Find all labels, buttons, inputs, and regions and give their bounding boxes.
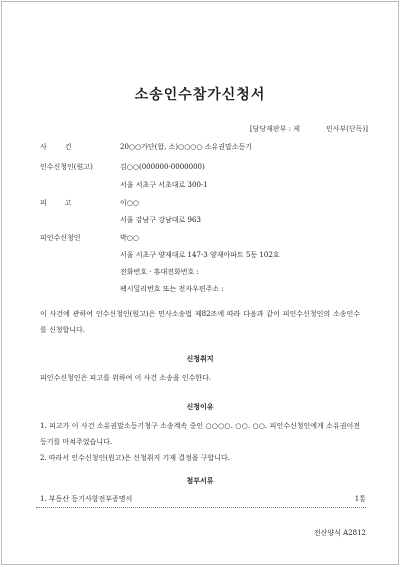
respondent-phone: 전화번호 · 휴대전화번호 : <box>120 268 199 276</box>
applicant-label: 인수신청인(원고) <box>40 163 93 171</box>
applicant-address: 서울 서초구 서초대로 300-1 <box>120 181 208 189</box>
case-value: 20○○가단(합, 소)○○○○ 소유권말소등기 <box>120 143 253 151</box>
document-title: 소송인수참가신청서 <box>134 87 266 103</box>
purpose-heading: 신청취지 <box>186 355 214 363</box>
respondent-row <box>40 233 139 243</box>
reasons-heading: 신청이유 <box>186 403 214 411</box>
applicant-row <box>40 162 205 172</box>
department-suffix: 민사부(단독)] <box>325 125 368 133</box>
applicant-name: 김○○(000000-0000000) <box>120 163 205 171</box>
defendant-name: 이○○ <box>120 199 139 207</box>
intro-paragraph: 이 사건에 관하여 인수신청인(원고)은 민사소송법 제82조에 따라 다음과 같이 피인수신청인의 소송인수를 신청합니다. <box>40 310 360 334</box>
department-prefix: [담당재판부 : 제 <box>249 125 300 133</box>
defendant-row <box>40 198 139 208</box>
defendant-address: 서울 강남구 강남대로 963 <box>120 216 201 224</box>
respondent-label: 피인수신청인 <box>40 234 81 242</box>
reasons-list <box>40 418 360 466</box>
case-row <box>40 142 253 152</box>
defendant-label: 피고 <box>40 199 90 207</box>
reason-item-1: 1. 피고가 이 사건 소유권말소등기청구 소송계속 중인 ○○○○. ○○. ○○. 피인수신청인에게 소유권이전등기를 마쳐주었습니다. <box>40 422 360 446</box>
document-page <box>1 1 399 565</box>
department-line <box>250 124 368 134</box>
attachment-count: 1통 <box>354 495 366 503</box>
attachments-heading: 첨부서류 <box>186 477 214 485</box>
attachment-row <box>40 494 366 504</box>
attachment-item: 1. 부동산 등기사항전부증명서 <box>40 495 133 503</box>
case-label: 사건 <box>40 143 90 151</box>
reason-item-2: 2. 따라서 인수신청인(원고)은 신청취지 기재 결정을 구합니다. <box>40 454 231 462</box>
respondent-name: 박○○ <box>120 234 139 242</box>
attachment-divider <box>36 507 366 508</box>
respondent-address: 서울 서초구 양재대로 147-3 양재아파트 5동 102호 <box>120 251 280 259</box>
form-number: 전산양식 A2812 <box>313 529 366 537</box>
respondent-fax: 팩시밀리번호 또는 전자우편주소 : <box>120 285 224 293</box>
purpose-text: 피인수신청인은 피고를 위하여 이 사건 소송을 인수한다. <box>40 374 212 382</box>
